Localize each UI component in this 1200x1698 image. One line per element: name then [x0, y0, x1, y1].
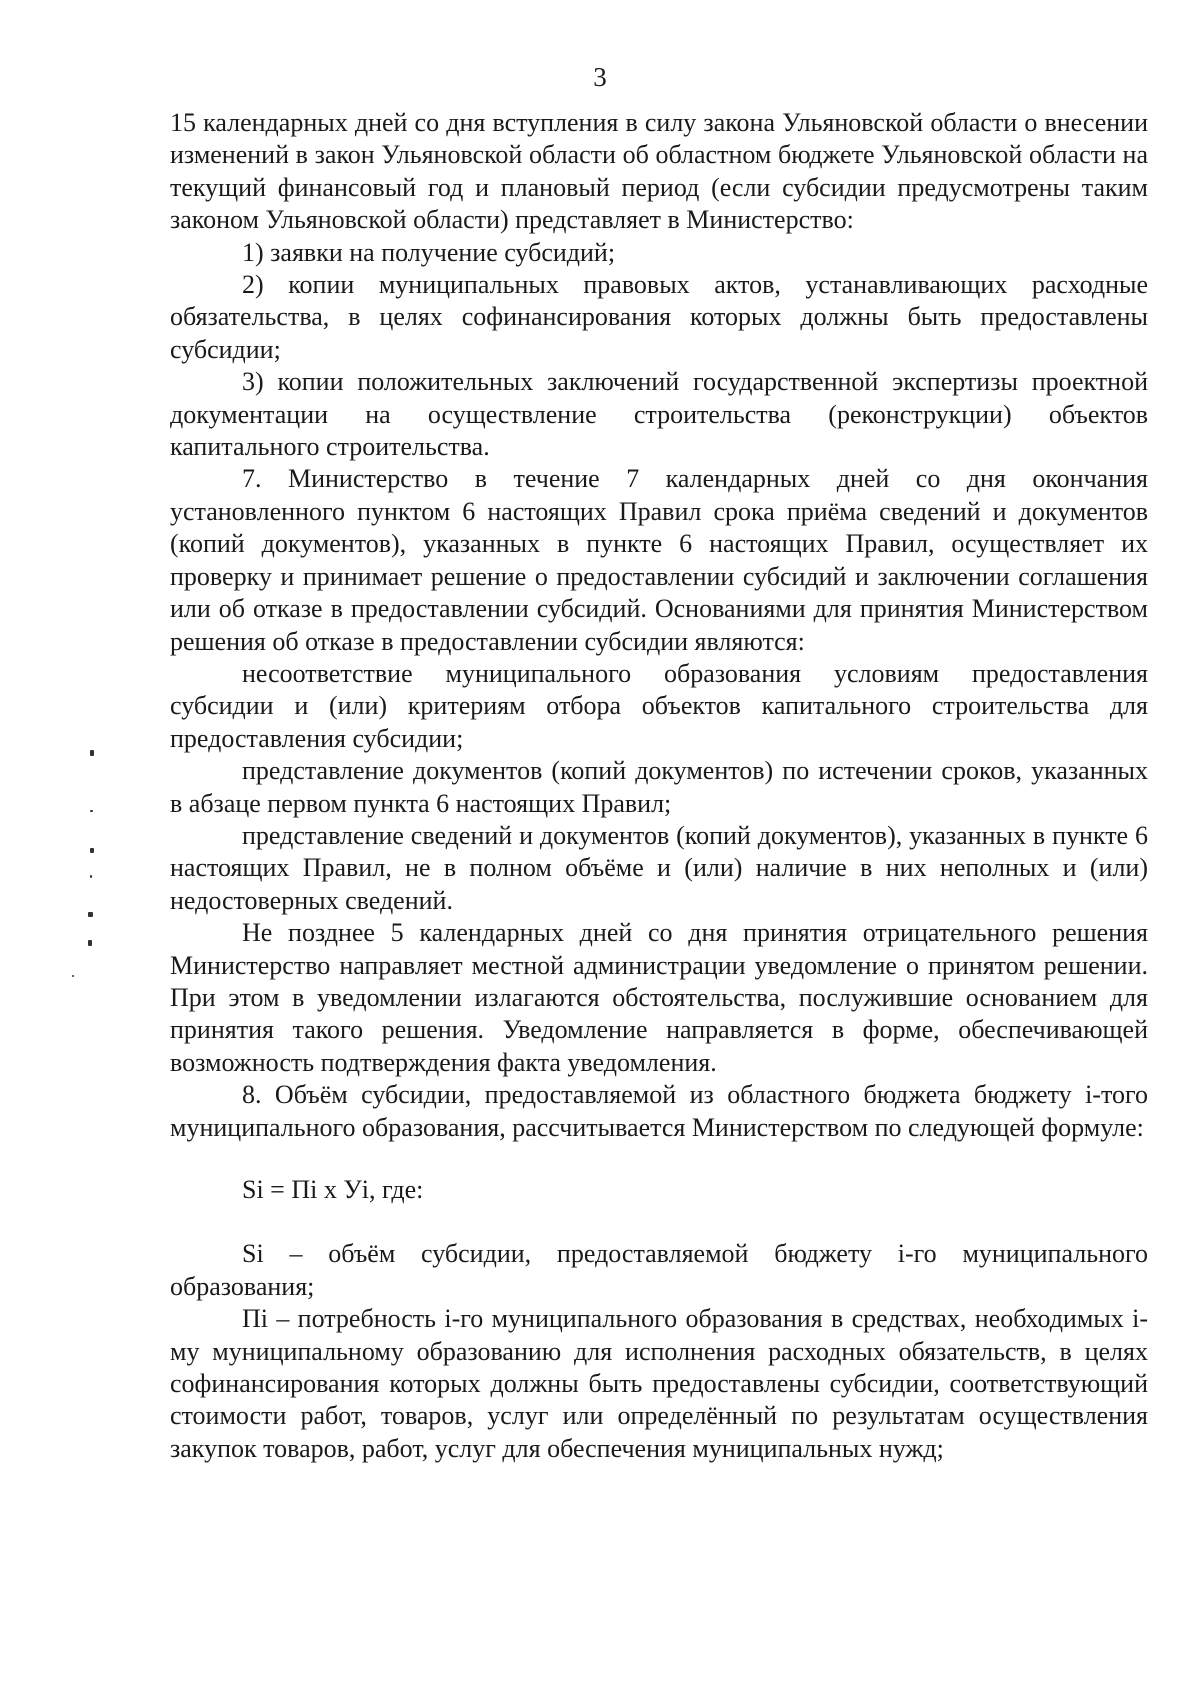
paragraph-notification: Не позднее 5 календарных дней со дня принятия отрицательного решения Министерство направляет местной администрации уведомление о принятом решении. При этом в уведомлении излагаются обстоятельства, послужившие основанием для принятия такого решения. Уведомление направляется в форме, обеспечивающей возможность подтверждения факта уведомления.	[170, 918, 1148, 1077]
page-number: 3	[593, 62, 607, 92]
paragraph-refusal-reason-2: представление документов (копий документов) по истечении сроков, указанных в абзаце первом пункта 6 настоящих Правил;	[170, 756, 1148, 818]
document-body	[170, 107, 1148, 1465]
paragraph-section-8: 8. Объём субсидии, предоставляемой из областного бюджета бюджету i-того муниципального образования, рассчитывается Министерством по следующей формуле:	[170, 1080, 1148, 1142]
paragraph-continuation: 15 календарных дней со дня вступления в силу закона Ульяновской области о внесении изменений в закон Ульяновской области об областном бюджете Ульяновской области на текущий финансовый год и плановый период (если субсидии предусмотрены таким законом Ульяновской области) представляет в Министерство:	[170, 108, 1148, 235]
scan-artifact	[90, 875, 92, 878]
paragraph-refusal-reason-1: несоответствие муниципального образования условиям предоставления субсидии и (или) критериям отбора объектов капитального строительства для предоставления субсидии;	[170, 658, 1148, 753]
paragraph-item-3: 3) копии положительных заключений государственной экспертизы проектной документации на осуществление строительства (реконструкции) объектов капитального строительства.	[170, 367, 1148, 462]
scan-artifact	[90, 848, 94, 853]
formula: Si = Пi x Уi, где:	[242, 1175, 424, 1204]
paragraph-item-2: 2) копии муниципальных правовых актов, устанавливающих расходные обязательства, в целях софинансирования которых должны быть предоставлены субсидии;	[170, 270, 1148, 364]
paragraph-definition-si: Si – объём субсидии, предоставляемой бюджету i-го муниципального образования;	[170, 1239, 1148, 1301]
scan-artifact	[90, 810, 93, 812]
paragraph-item-1: 1) заявки на получение субсидий;	[242, 237, 616, 267]
paragraph-section-7: 7. Министерство в течение 7 календарных дней со дня окончания установленного пунктом 6 настоящих Правил срока приёма сведений и документов (копий документов), указанных в пункте 6 настоящих Правил, осуществляет их проверку и принимает решение о предоставлении субсидий и заключении соглашения или об отказе в предоставлении субсидий. Основаниями для принятия Министерством решения об отказе в предоставлении субсидии являются:	[170, 464, 1148, 656]
scan-artifact	[90, 750, 94, 756]
scan-artifact	[72, 975, 74, 977]
scan-artifact	[88, 912, 93, 917]
paragraph-definition-pi: Пi – потребность i-го муниципального образования в средствах, необходимых i-му муниципальному образованию для исполнения расходных обязательств, в целях софинансирования которых должны быть предоставлены субсидии, соответствующий стоимости работ, товаров, услуг или определённый по результатам осуществления закупок товаров, работ, услуг для обеспечения муниципальных нужд;	[170, 1304, 1148, 1463]
paragraph-refusal-reason-3: представление сведений и документов (копий документов), указанных в пункте 6 настоящих Правил, не в полном объёме и (или) наличие в них неполных и (или) недостоверных сведений.	[170, 820, 1148, 915]
scan-artifact	[88, 940, 92, 946]
